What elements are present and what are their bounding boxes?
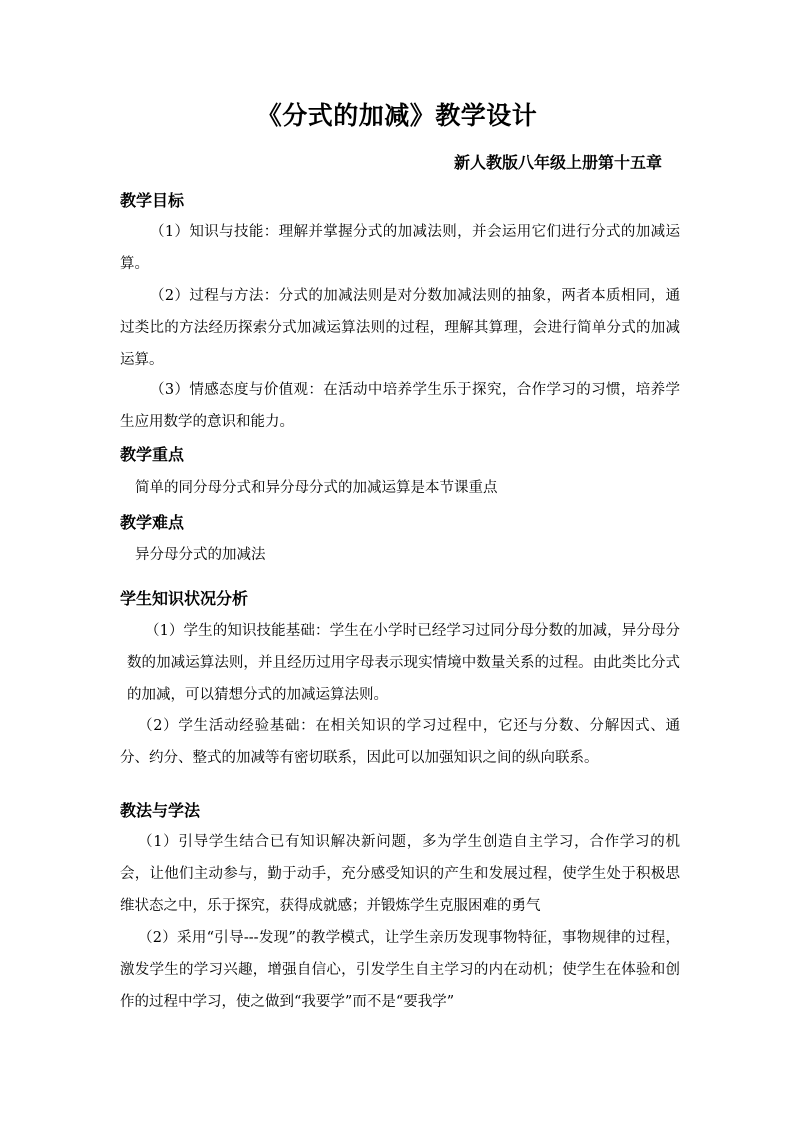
heading-key-points: 教学重点 <box>120 445 185 464</box>
goals-paragraph-2: （2）过程与方法：分式的加减法则是对分数加减法则的抽象，两者本质相同，通过类比的方法经历探索分式加减运算法则的过程，理解其算理，会进行简单分式的加减运算。 <box>120 288 680 368</box>
heading-goals: 教学目标 <box>120 191 185 210</box>
heading-analysis: 学生知识状况分析 <box>120 589 249 608</box>
heading-methods: 教法与学法 <box>120 801 201 820</box>
analysis-paragraph-2: （2）学生活动经验基础：在相关知识的学习过程中，它还与分数、分解因式、通分、约分、整式的加减等有密切联系，因此可以加强知识之间的纵向联系。 <box>120 718 680 766</box>
heading-difficulties: 教学难点 <box>120 513 185 532</box>
methods-paragraph-1: （1）引导学生结合已有知识解决新问题，多为学生创造自主学习，合作学习的机会，让他们主动参与，勤于动手，充分感受知识的产生和发展过程，使学生处于积极思维状态之中，乐于探究，获得成就感；并锻炼学生克服困难的勇气 <box>120 834 680 914</box>
goals-paragraph-1: （1）知识与技能：理解并掌握分式的加减法则，并会运用它们进行分式的加减运算。 <box>120 224 680 272</box>
key-points-paragraph: 简单的同分母分式和异分母分式的加减运算是本节课重点 <box>135 480 498 496</box>
document-subtitle: 新人教版八年级上册第十五章 <box>453 153 662 172</box>
analysis-paragraph-1: （1）学生的知识技能基础：学生在小学时已经学习过同分母分数的加减，异分母分数的加减运算法则，并且经历过用字母表示现实情境中数量关系的过程。由此类比分式的加减，可以猜想分式的加减运算法则。 <box>127 623 680 703</box>
document-title: 《分式的加减》教学设计 <box>256 101 538 130</box>
goals-paragraph-3: （3）情感态度与价值观：在活动中培养学生乐于探究，合作学习的习惯，培养学生应用数学的意识和能力。 <box>120 382 680 430</box>
difficulties-paragraph: 异分母分式的加减法 <box>135 547 266 563</box>
methods-paragraph-2: （2）采用“引导---发现”的教学模式，让学生亲历发现事物特征，事物规律的过程，激发学生的学习兴趣，增强自信心，引发学生自主学习的内在动机；使学生在体验和创作的过程中学习，使之做到“我要学”而不是“要我学” <box>120 930 680 1010</box>
